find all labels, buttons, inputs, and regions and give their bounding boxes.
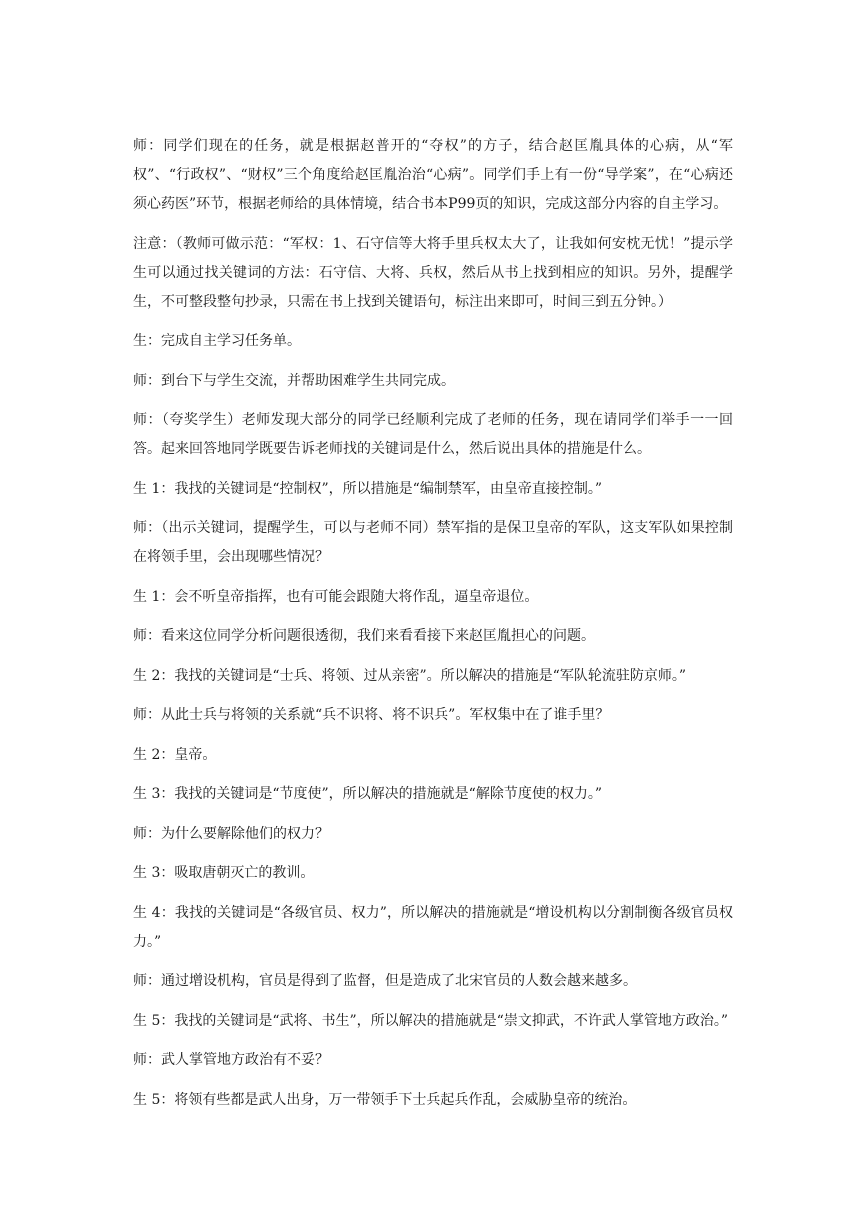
paragraph-student3-reply: 生 3：吸取唐朝灭亡的教训。 [133, 865, 315, 881]
paragraph-teacher-military: 师：武人掌管地方政治有不妥？ [133, 1052, 329, 1068]
paragraph-teacher-praise: 师：（夸奖学生）老师发现大部分的同学已经顺利完成了老师的任务，现在请同学们举手一一回答。起来回答地同学既要告诉老师找的关键词是什么，然后说出具体的措施是什么。 [133, 412, 733, 457]
paragraph-teacher-why: 师：为什么要解除他们的权力？ [133, 825, 329, 842]
paragraph-student2-reply: 生 2：皇帝。 [133, 746, 217, 763]
paragraph-student4-answer: 生 4：我找的关键词是“各级官员、权力”，所以解决的措施就是“增设机构以分割制衡各级官员权力。” [133, 904, 733, 950]
paragraph-student5-reply: 生 5：将领有些都是武人出身，万一带领手下士兵起兵作乱，会威胁皇帝的统治。 [133, 1091, 637, 1108]
paragraph-student1-answer: 生 1：我找的关键词是“控制权”，所以措施是“编制禁军，由皇帝直接控制。” [133, 480, 602, 497]
paragraph-teacher-help: 师：到台下与学生交流，并帮助困难学生共同完成。 [133, 372, 455, 389]
paragraph-teacher-officials: 师：通过增设机构，官员是得到了监督，但是造成了北宋官员的人数会越来越多。 [133, 973, 637, 989]
paragraph-teacher-question: 师：（出示关键词，提醒学生，可以与老师不同）禁军指的是保卫皇帝的军队，这支军队如果控制在将领手里，会出现哪些情况？ [133, 520, 733, 565]
paragraph-student3-answer: 生 3：我找的关键词是“节度使”，所以解决的措施就是“解除节度使的权力。” [133, 786, 602, 802]
paragraph-teacher-comment: 师：看来这位同学分析问题很透彻，我们来看看接下来赵匡胤担心的问题。 [133, 628, 595, 644]
paragraph-teacher-task: 师：同学们现在的任务，就是根据赵普开的“夺权”的方子，结合赵匡胤具体的心病，从“军权”、“行政权”、“财权”三个角度给赵匡胤治治“心病”。同学们手上有一份“导学案”，在“心病还须心药医”环节，根据老师给的具体情境，结合书本P99页的知识，完成这部分内容的自主学习。 [133, 138, 733, 212]
paragraph-student1-reply: 生 1：会不听皇帝指挥，也有可能会跟随大将作乱，逼皇帝退位。 [133, 588, 539, 605]
paragraph-student2-answer: 生 2：我找的关键词是“士兵、将领、过从亲密”。所以解决的措施是“军队轮流驻防京师。” [133, 667, 686, 684]
document-body [133, 132, 733, 1125]
paragraph-student5-answer: 生 5：我找的关键词是“武将、书生”，所以解决的措施就是“崇文抑武，不许武人掌管地方政治。” [133, 1012, 728, 1029]
paragraph-note: 注意：（教师可做示范：“军权：1、石守信等大将手里兵权太大了，让我如何安枕无忧！”提示学生可以通过找关键词的方法：石守信、大将、兵权，然后从书上找到相应的知识。另外，提醒学生，不可整段整句抄录，只需在书上找到关键语句，标注出来即可，时间三到五分钟。） [133, 235, 733, 310]
paragraph-student-worksheet: 生：完成自主学习任务单。 [133, 333, 301, 349]
paragraph-teacher-followup: 师：从此士兵与将领的关系就“兵不识将、将不识兵”。军权集中在了谁手里？ [133, 707, 610, 723]
